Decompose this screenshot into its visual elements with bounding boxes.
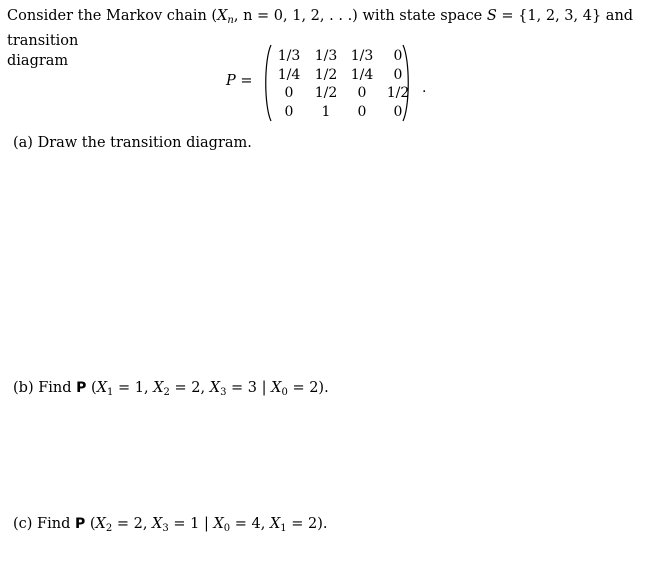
question-a [13, 135, 252, 151]
question-b-prob-symbol: P [76, 380, 87, 396]
chain-index-set: , n = 0, 1, 2, . . .) with state space [233, 8, 487, 24]
matrix-cell: 0 [284, 85, 294, 101]
intro-line-1 [7, 6, 647, 51]
term-variable: X [213, 516, 224, 532]
question-a-text: Draw the transition diagram. [37, 135, 252, 151]
term-subscript: 2 [163, 387, 170, 398]
question-b-label: (b) [13, 380, 34, 396]
term-value: = 4, [230, 516, 270, 532]
matrix-cell: 1/3 [277, 48, 301, 64]
question-c-open-paren: ( [89, 516, 96, 532]
term-variable: X [269, 516, 281, 532]
chain-subscript: n [227, 15, 234, 26]
term-value: = 2, [112, 516, 153, 532]
matrix-grid [270, 47, 416, 121]
matrix-cell: 0 [393, 66, 403, 83]
term-variable: X [153, 380, 164, 396]
intro-line-2: diagram [7, 53, 69, 69]
question-b-find: Find [38, 380, 72, 396]
term-value: = 2, [169, 380, 210, 396]
term-subscript: 3 [162, 523, 169, 534]
chain-variable: X [217, 8, 228, 24]
term-variable: X [152, 516, 163, 532]
matrix-cell: 0 [284, 103, 294, 120]
term-subscript: 2 [105, 523, 113, 534]
term-value: = 1, [113, 380, 154, 396]
matrix-cell: 1/4 [277, 66, 301, 83]
term-subscript: 1 [107, 387, 114, 398]
matrix-period: . [422, 80, 427, 96]
matrix-label [226, 73, 253, 89]
question-c [13, 516, 328, 534]
matrix-cell: 1/2 [386, 85, 410, 101]
state-space-set: = {1, 2, 3, 4} and transition [7, 8, 634, 49]
question-c-terms [96, 516, 328, 532]
matrix-symbol: P [226, 73, 236, 89]
matrix-cell: 1/4 [350, 66, 374, 83]
matrix-cell: 0 [393, 48, 403, 64]
intro-prefix: Consider the Markov chain ( [7, 8, 218, 24]
term-subscript: 0 [223, 523, 231, 534]
question-c-label: (c) [13, 516, 33, 532]
term-value: = 1 | [168, 516, 214, 532]
question-b-open-paren: ( [91, 380, 97, 396]
matrix-cell: 1/2 [314, 85, 338, 101]
matrix-cell: 1 [321, 103, 331, 120]
matrix-cell: 0 [393, 103, 403, 120]
term-value: = 2). [287, 380, 329, 396]
matrix-cell: 0 [357, 85, 367, 101]
question-b [13, 380, 329, 398]
term-variable: X [209, 380, 221, 396]
question-c-prob-symbol: P [74, 516, 86, 532]
term-subscript: 3 [220, 387, 227, 398]
term-subscript: 0 [281, 387, 288, 398]
term-variable: X [95, 516, 106, 532]
matrix-cell: 1/3 [314, 48, 338, 64]
matrix-cell: 1/3 [350, 48, 374, 64]
matrix-equals: = [240, 73, 253, 89]
term-subscript: 1 [280, 523, 287, 534]
term-variable: X [271, 380, 282, 396]
question-b-terms [97, 380, 329, 396]
right-paren-icon [402, 44, 412, 122]
term-value: = 2). [286, 516, 328, 532]
question-c-find: Find [37, 516, 71, 532]
state-space-variable: S [486, 8, 497, 24]
term-variable: X [96, 380, 108, 396]
question-a-label: (a) [13, 135, 33, 151]
term-value: = 3 | [226, 380, 272, 396]
matrix-cell: 0 [357, 103, 367, 120]
matrix-cell: 1/2 [314, 66, 338, 83]
